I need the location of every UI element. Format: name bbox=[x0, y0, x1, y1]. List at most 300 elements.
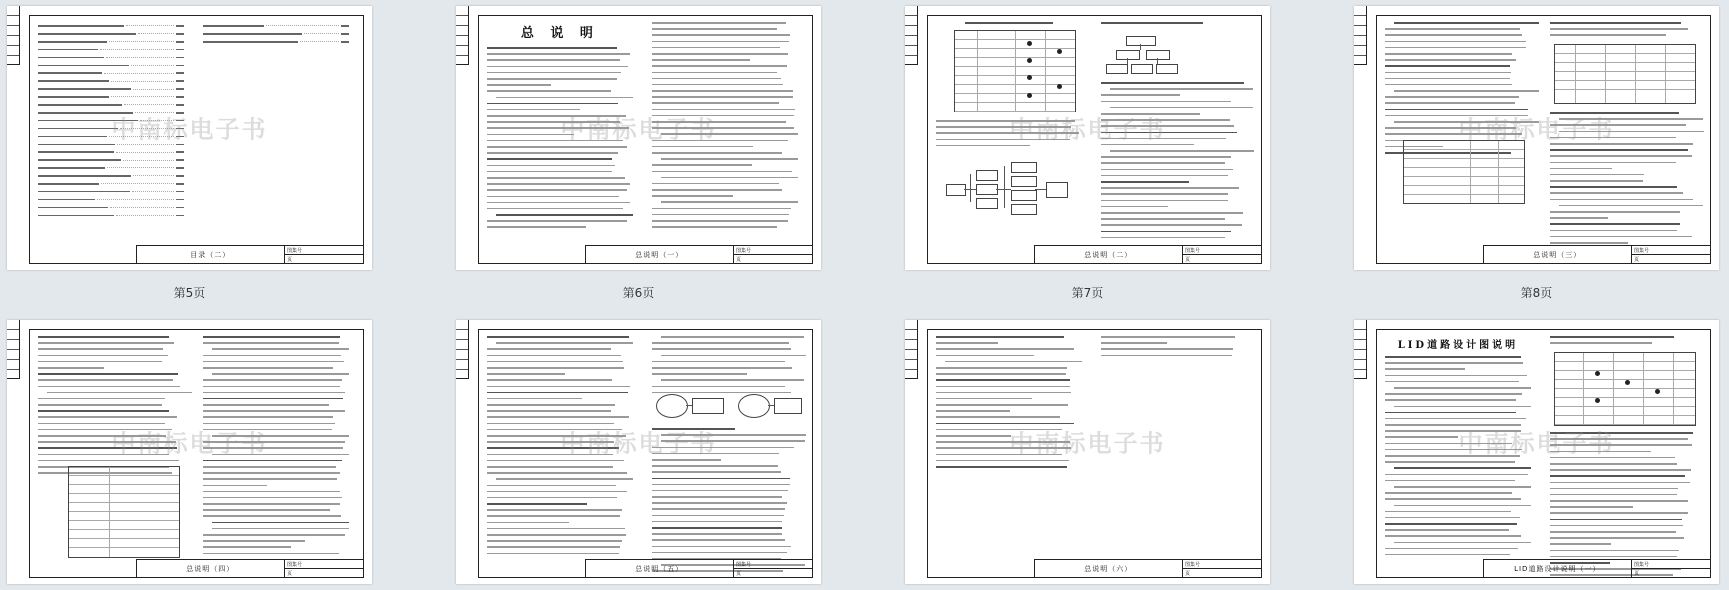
text-line bbox=[1101, 156, 1231, 158]
text-line bbox=[487, 59, 620, 61]
text-line bbox=[496, 342, 633, 344]
text-line bbox=[1550, 168, 1613, 170]
text-line bbox=[652, 386, 785, 388]
text-line bbox=[203, 485, 267, 487]
text-line bbox=[936, 398, 1032, 400]
text-line bbox=[1101, 206, 1168, 208]
text-line bbox=[1550, 482, 1690, 484]
text-line bbox=[212, 373, 349, 375]
sheet-title: 目录（二） bbox=[137, 246, 285, 263]
text-line bbox=[1385, 492, 1512, 494]
text-line bbox=[652, 214, 789, 216]
toc-entry bbox=[38, 101, 184, 109]
text-line bbox=[936, 392, 1071, 394]
binding-margin bbox=[7, 6, 20, 65]
text-line bbox=[38, 367, 104, 369]
page-heading: LID道路设计图说明 bbox=[1397, 340, 1519, 351]
text-line bbox=[1385, 375, 1527, 377]
text-line bbox=[1101, 193, 1228, 195]
text-line bbox=[1385, 535, 1521, 537]
text-line bbox=[1550, 192, 1683, 194]
text-line bbox=[487, 84, 551, 86]
text-line bbox=[203, 361, 344, 363]
text-line bbox=[652, 478, 790, 480]
text-line bbox=[487, 392, 628, 394]
text-line bbox=[652, 459, 721, 461]
text-line bbox=[652, 465, 778, 467]
text-line bbox=[652, 78, 781, 80]
text-line bbox=[1101, 336, 1235, 338]
text-line bbox=[487, 177, 625, 179]
text-line bbox=[487, 509, 622, 511]
text-line bbox=[487, 53, 630, 55]
text-line bbox=[203, 509, 330, 511]
sheet-title: 总说明（五） bbox=[586, 560, 734, 577]
text-line bbox=[936, 342, 998, 344]
text-line bbox=[1550, 525, 1683, 527]
text-line bbox=[1385, 34, 1522, 36]
text-line bbox=[936, 404, 1068, 406]
text-line bbox=[652, 533, 783, 535]
watermark: 中南标电子书 bbox=[111, 115, 268, 144]
toc-entry bbox=[38, 54, 184, 62]
text-line bbox=[203, 367, 333, 369]
text-line bbox=[1101, 181, 1190, 183]
text-line bbox=[1550, 174, 1644, 176]
text-line bbox=[487, 78, 617, 80]
text-line bbox=[1101, 231, 1232, 233]
text-line bbox=[1385, 393, 1522, 395]
text-line bbox=[936, 336, 1064, 338]
text-line bbox=[487, 361, 623, 363]
text-line bbox=[487, 208, 623, 210]
text-line bbox=[1550, 223, 1680, 225]
text-line bbox=[1550, 531, 1676, 533]
text-line bbox=[38, 410, 169, 412]
text-line bbox=[652, 342, 789, 344]
text-line bbox=[1101, 355, 1232, 357]
sheet-title: 总说明（六） bbox=[1035, 560, 1183, 577]
text-line bbox=[487, 386, 630, 388]
text-line bbox=[487, 497, 617, 499]
text-line bbox=[1101, 175, 1228, 177]
text-line bbox=[652, 348, 791, 350]
text-line bbox=[1101, 162, 1225, 164]
text-line bbox=[1110, 88, 1254, 90]
text-line bbox=[203, 491, 340, 493]
watermark: 中南标电子书 bbox=[560, 429, 717, 458]
text-line bbox=[487, 47, 617, 49]
text-line bbox=[47, 392, 192, 394]
page-label-5[interactable]: 第5页 bbox=[173, 286, 206, 300]
text-line bbox=[1394, 90, 1539, 92]
text-line bbox=[487, 522, 569, 524]
text-line bbox=[487, 348, 611, 350]
text-line bbox=[203, 460, 342, 462]
toc-entry bbox=[38, 46, 184, 54]
text-line bbox=[487, 553, 619, 555]
text-line bbox=[487, 220, 627, 222]
text-line bbox=[652, 208, 791, 210]
text-line bbox=[487, 146, 627, 148]
text-line bbox=[652, 96, 793, 98]
text-line bbox=[1385, 412, 1516, 414]
text-line bbox=[661, 177, 798, 179]
text-line bbox=[1101, 200, 1228, 202]
text-line bbox=[1101, 187, 1240, 189]
text-line bbox=[661, 355, 806, 357]
text-line bbox=[487, 379, 612, 381]
text-line bbox=[652, 552, 787, 554]
text-line bbox=[1394, 22, 1539, 24]
text-line bbox=[1550, 488, 1678, 490]
text-line bbox=[1385, 96, 1519, 98]
text-line bbox=[487, 90, 611, 92]
page-label-8[interactable]: 第8页 bbox=[1520, 286, 1553, 300]
text-line bbox=[38, 398, 165, 400]
sheet-title: 总说明（三） bbox=[1484, 246, 1632, 263]
text-line bbox=[1559, 205, 1703, 207]
data-table bbox=[1403, 140, 1525, 204]
page-thumbnail-7[interactable] bbox=[905, 6, 1270, 270]
binding-margin bbox=[905, 320, 918, 379]
page-thumbnail-8[interactable] bbox=[1354, 6, 1719, 270]
title-block: 总说明（一） 图集号 页 bbox=[585, 245, 812, 263]
text-line bbox=[203, 534, 345, 536]
text-line bbox=[1550, 236, 1692, 238]
text-line bbox=[652, 195, 733, 197]
page-thumbnail-6[interactable] bbox=[456, 6, 821, 270]
text-line bbox=[652, 28, 778, 30]
text-line bbox=[487, 189, 627, 191]
text-line bbox=[1550, 242, 1628, 244]
text-line bbox=[1385, 78, 1510, 80]
text-line bbox=[1385, 84, 1512, 86]
text-line bbox=[936, 373, 1066, 375]
toc-entry bbox=[203, 38, 349, 46]
text-line bbox=[487, 103, 618, 105]
text-line bbox=[1385, 368, 1465, 370]
text-line bbox=[203, 478, 337, 480]
text-line bbox=[652, 41, 789, 43]
sheet-title: LID道路设计说明（一） bbox=[1484, 560, 1632, 577]
text-line bbox=[1394, 467, 1531, 469]
text-line bbox=[1101, 169, 1234, 171]
toc-entry bbox=[38, 172, 184, 180]
text-line bbox=[203, 466, 336, 468]
watermark: 中南标电子书 bbox=[1458, 429, 1615, 458]
text-line bbox=[652, 373, 747, 375]
text-line bbox=[1550, 469, 1691, 471]
text-line bbox=[652, 22, 787, 24]
text-line bbox=[487, 158, 612, 160]
text-line bbox=[1385, 529, 1509, 531]
text-line bbox=[203, 503, 340, 505]
data-table bbox=[1554, 44, 1696, 104]
text-line bbox=[203, 416, 333, 418]
text-line bbox=[1550, 519, 1682, 521]
text-line bbox=[661, 336, 805, 338]
text-line bbox=[487, 404, 615, 406]
text-line bbox=[1550, 149, 1688, 151]
text-line bbox=[1385, 511, 1511, 513]
text-line bbox=[1550, 543, 1611, 545]
text-line bbox=[38, 355, 168, 357]
text-line bbox=[38, 342, 174, 344]
text-line bbox=[945, 361, 1082, 363]
text-line bbox=[936, 348, 1074, 350]
toc-entry bbox=[38, 188, 184, 196]
text-line bbox=[661, 158, 798, 160]
text-line bbox=[487, 72, 621, 74]
text-line bbox=[652, 152, 782, 154]
text-line bbox=[212, 528, 349, 530]
text-line bbox=[652, 171, 792, 173]
title-block: 总说明（三） 图集号 页 bbox=[1483, 245, 1710, 263]
text-line bbox=[652, 521, 782, 523]
text-line bbox=[487, 534, 626, 536]
text-line bbox=[936, 460, 1069, 462]
text-line bbox=[661, 201, 798, 203]
toc-entry bbox=[38, 196, 184, 204]
toc-entry bbox=[203, 22, 349, 30]
text-line bbox=[1101, 342, 1168, 344]
text-line bbox=[1385, 554, 1510, 555]
text-line bbox=[1101, 224, 1242, 226]
text-line bbox=[1385, 28, 1520, 30]
text-line bbox=[652, 508, 785, 510]
text-line bbox=[1550, 506, 1634, 508]
watermark: 中南标电子书 bbox=[1009, 115, 1166, 144]
text-line bbox=[1550, 217, 1609, 219]
watermark: 中南标电子书 bbox=[1458, 115, 1615, 144]
text-line bbox=[1394, 486, 1531, 488]
text-line bbox=[1550, 155, 1692, 157]
text-line bbox=[1385, 461, 1515, 463]
toc-entry bbox=[38, 22, 184, 30]
text-line bbox=[487, 196, 619, 198]
text-line bbox=[1385, 47, 1526, 49]
toc-entry bbox=[38, 30, 184, 38]
text-line bbox=[203, 546, 291, 548]
toc-entry bbox=[38, 156, 184, 164]
text-line bbox=[487, 472, 627, 474]
text-line bbox=[652, 527, 782, 529]
text-line bbox=[38, 336, 169, 338]
data-table bbox=[954, 30, 1076, 112]
text-line bbox=[936, 435, 1011, 437]
text-line bbox=[1550, 180, 1644, 182]
text-line bbox=[1385, 399, 1516, 401]
text-line bbox=[487, 466, 613, 468]
text-line bbox=[1550, 230, 1677, 232]
text-line bbox=[203, 392, 345, 394]
text-line bbox=[38, 404, 162, 406]
text-line bbox=[936, 466, 1067, 468]
text-line bbox=[1394, 406, 1531, 408]
text-line bbox=[1101, 218, 1226, 220]
text-line bbox=[1110, 150, 1254, 152]
text-line bbox=[487, 515, 620, 517]
binding-margin bbox=[7, 320, 20, 379]
text-line bbox=[496, 97, 633, 99]
toc-entry bbox=[38, 211, 184, 219]
text-line bbox=[652, 90, 793, 92]
text-line bbox=[1385, 436, 1458, 438]
text-line bbox=[1550, 186, 1677, 188]
toc-entry bbox=[38, 61, 184, 69]
text-line bbox=[203, 379, 342, 381]
page-label-6[interactable]: 第6页 bbox=[622, 286, 655, 300]
text-line bbox=[203, 540, 305, 542]
text-line bbox=[1385, 474, 1528, 476]
text-line bbox=[652, 496, 782, 498]
text-line bbox=[1550, 500, 1688, 502]
text-line bbox=[652, 515, 784, 517]
text-line bbox=[1550, 550, 1679, 552]
text-line bbox=[1101, 101, 1231, 103]
text-line bbox=[936, 367, 1067, 369]
text-line bbox=[487, 485, 616, 487]
text-line bbox=[1385, 53, 1512, 55]
text-line bbox=[1385, 418, 1526, 420]
text-line bbox=[652, 59, 750, 61]
text-line bbox=[38, 416, 177, 418]
text-line bbox=[487, 152, 618, 154]
text-line bbox=[1385, 72, 1511, 74]
toc-entry bbox=[38, 69, 184, 77]
text-line bbox=[487, 491, 627, 493]
text-line bbox=[487, 165, 615, 167]
page-thumbnail-9[interactable] bbox=[7, 320, 372, 584]
page-thumbnail-11[interactable] bbox=[905, 320, 1270, 584]
text-line bbox=[652, 226, 777, 228]
text-line bbox=[487, 226, 586, 228]
text-line bbox=[652, 484, 790, 486]
data-table bbox=[1554, 352, 1696, 426]
text-line bbox=[496, 478, 633, 480]
text-line bbox=[487, 416, 629, 418]
title-block: 总说明（四） 图集号 页 bbox=[136, 559, 363, 577]
binding-margin bbox=[905, 6, 918, 65]
text-line bbox=[38, 373, 178, 375]
text-line bbox=[203, 497, 342, 499]
text-line bbox=[203, 472, 341, 474]
title-block: 目录（二） 图集号 页 bbox=[136, 245, 363, 263]
text-line bbox=[487, 410, 611, 412]
text-line bbox=[1385, 41, 1526, 43]
text-line bbox=[652, 502, 788, 504]
data-table bbox=[68, 466, 180, 558]
text-line bbox=[1101, 237, 1225, 239]
text-line bbox=[936, 145, 1030, 147]
text-line bbox=[1550, 463, 1678, 465]
text-line bbox=[1385, 498, 1521, 500]
text-line bbox=[652, 220, 788, 222]
text-line bbox=[1385, 517, 1520, 519]
text-line bbox=[661, 379, 805, 381]
toc-entry bbox=[38, 148, 184, 156]
text-line bbox=[652, 72, 777, 74]
title-block: 总说明（六） 图集号 页 bbox=[1034, 559, 1261, 577]
text-line bbox=[652, 146, 753, 148]
text-line bbox=[487, 373, 565, 375]
text-line bbox=[38, 361, 162, 363]
text-line bbox=[652, 367, 792, 369]
text-line bbox=[1394, 542, 1531, 544]
text-line bbox=[487, 202, 630, 204]
text-line bbox=[652, 34, 790, 36]
text-line bbox=[487, 183, 630, 185]
text-line bbox=[652, 539, 785, 541]
text-line bbox=[203, 515, 341, 517]
text-line bbox=[487, 367, 624, 369]
text-line bbox=[652, 183, 779, 185]
text-line bbox=[496, 214, 633, 216]
text-line bbox=[936, 379, 1070, 381]
text-line bbox=[1101, 348, 1233, 350]
page-thumbnail-5[interactable] bbox=[7, 6, 372, 270]
text-line bbox=[652, 361, 785, 363]
binding-margin bbox=[456, 6, 469, 65]
page-thumbnail-12[interactable] bbox=[1354, 320, 1719, 584]
text-line bbox=[38, 386, 180, 388]
toc-entry bbox=[203, 30, 349, 38]
watermark: 中南标电子书 bbox=[1009, 429, 1166, 458]
binding-margin bbox=[1354, 320, 1367, 379]
sheet-title: 总说明（一） bbox=[586, 246, 734, 263]
text-line bbox=[38, 379, 173, 381]
text-line bbox=[487, 503, 587, 505]
text-line bbox=[1385, 480, 1515, 482]
watermark: 中南标电子书 bbox=[560, 115, 717, 144]
text-line bbox=[652, 53, 788, 55]
text-line bbox=[1101, 212, 1244, 214]
text-line bbox=[1385, 102, 1515, 104]
title-block: 总说明（五） 图集号 页 bbox=[585, 559, 812, 577]
text-line bbox=[212, 522, 349, 524]
text-line bbox=[1550, 211, 1681, 213]
text-line bbox=[1385, 548, 1518, 550]
page-thumbnail-10[interactable] bbox=[456, 320, 821, 584]
page-heading: 总 说 明 bbox=[520, 26, 599, 41]
text-line bbox=[652, 189, 783, 191]
text-line bbox=[203, 355, 341, 357]
text-line bbox=[487, 546, 620, 548]
title-block: LID道路设计说明（一） 图集号 页 bbox=[1483, 559, 1710, 577]
page-label-7[interactable]: 第7页 bbox=[1071, 286, 1104, 300]
text-line bbox=[1385, 523, 1517, 525]
text-line bbox=[652, 84, 783, 86]
toc-entry bbox=[38, 38, 184, 46]
text-line bbox=[38, 348, 163, 350]
text-line bbox=[487, 66, 628, 68]
text-line bbox=[203, 410, 345, 412]
text-line bbox=[487, 171, 612, 173]
text-line bbox=[203, 386, 341, 388]
text-line bbox=[203, 398, 343, 400]
text-line bbox=[652, 164, 752, 166]
text-line bbox=[1394, 505, 1531, 507]
text-line bbox=[487, 355, 621, 357]
text-line bbox=[652, 102, 779, 104]
text-line bbox=[1550, 475, 1686, 477]
sheet-title: 总说明（四） bbox=[137, 560, 285, 577]
binding-margin bbox=[1354, 6, 1367, 65]
text-line bbox=[1550, 494, 1677, 496]
text-line bbox=[652, 546, 791, 548]
text-line bbox=[936, 416, 1060, 418]
